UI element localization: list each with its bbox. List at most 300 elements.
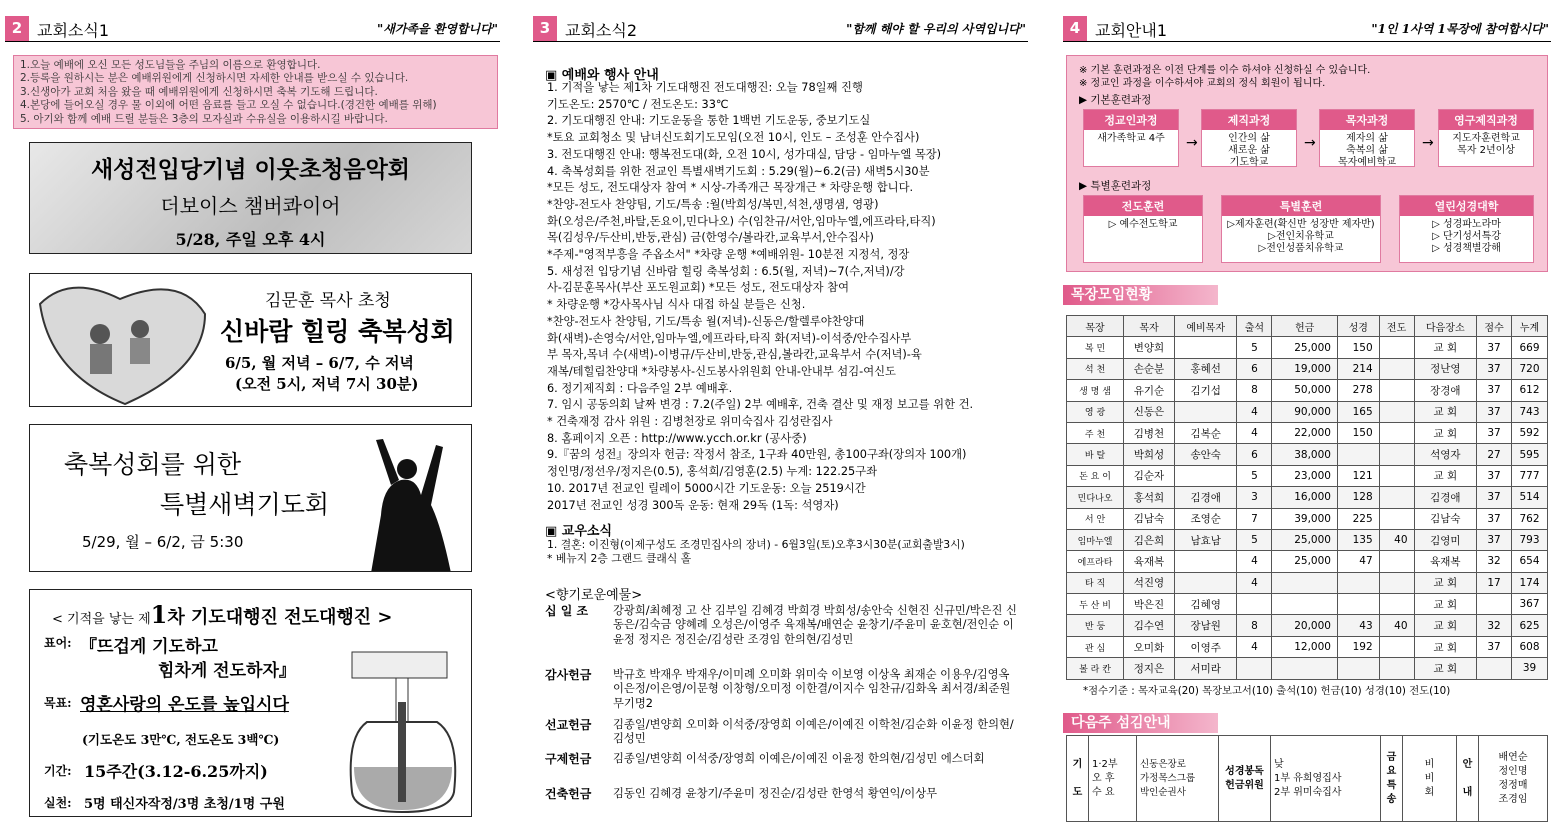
table-cell: 4	[1237, 636, 1272, 657]
table-cell: 교 회	[1414, 337, 1477, 358]
table-cell: 37	[1477, 465, 1512, 486]
offering-type: 구제헌금	[545, 752, 592, 766]
table-cell: 조영순	[1174, 508, 1237, 529]
arrow-right-icon: →	[1304, 135, 1316, 151]
cell-group-table	[1066, 315, 1548, 680]
section-motto: "새가족을 환영합니다"	[376, 22, 498, 36]
table-cell: 37	[1477, 508, 1512, 529]
table-cell: 서 안	[1067, 508, 1124, 529]
table-cell: 150	[1337, 422, 1379, 443]
table-cell: 743	[1512, 401, 1548, 422]
heart-illustration	[30, 274, 210, 407]
table-cell: 32	[1477, 551, 1512, 572]
event-line: * 건축재정 감사 위원 : 김병천장로 위미숙집사 김성란집사	[547, 415, 833, 428]
table-cell: 송안숙	[1174, 444, 1237, 465]
table-cell	[1477, 658, 1512, 679]
table-cell	[1174, 551, 1237, 572]
prayer-temp: (기도온도 3만℃, 전도온도 3백℃)	[82, 732, 280, 747]
table-cell: 김영미	[1414, 529, 1477, 550]
table-cell: 37	[1477, 636, 1512, 657]
table-row	[1067, 508, 1548, 529]
table-cell: 12,000	[1272, 636, 1338, 657]
prayer-march-ad	[29, 589, 472, 817]
table-cell	[1337, 444, 1379, 465]
table-row	[1067, 358, 1548, 379]
table-cell: 임마누엘	[1067, 529, 1124, 550]
event-line: 사-김문훈목사(부산 포도원교회) *모든 성도, 전도대상자 참여	[547, 281, 849, 295]
table-header-cell: 예비목자	[1174, 316, 1237, 337]
course-title: 열린성경대학	[1400, 196, 1533, 216]
section-motto: "함께 해야 할 우리의 사역입니다"	[846, 22, 1026, 36]
offering-type: 감사헌금	[545, 668, 592, 682]
next-guide-label	[1457, 736, 1479, 822]
revival-title: 신바람 힐링 축복성회	[220, 317, 455, 346]
table-cell: 654	[1512, 551, 1548, 572]
table-cell: 관 심	[1067, 636, 1124, 657]
table-cell: 23,000	[1272, 465, 1338, 486]
table-cell: 김기섭	[1174, 380, 1237, 401]
section-motto: "1인 1사역 1목장에 참여합시다"	[1371, 22, 1549, 36]
table-cell: 김경애	[1414, 487, 1477, 508]
offering-type: 건축헌금	[545, 787, 592, 801]
table-header-cell: 목자	[1124, 316, 1175, 337]
notice-line: 3.신생아가 교회 처음 왔을 때 예배위원에게 신청하시면 축복 기도해 드립니다.	[20, 85, 378, 98]
table-cell	[1337, 658, 1379, 679]
training-course-box	[1083, 109, 1179, 167]
table-cell	[1272, 572, 1338, 593]
prayer-title-num: 1	[150, 600, 168, 629]
table-cell: 592	[1512, 422, 1548, 443]
table-cell: 40	[1379, 615, 1414, 636]
table-cell: 돈 요 이	[1067, 465, 1124, 486]
course-title: 제직과정	[1202, 110, 1296, 130]
dawn-prayer-ad	[29, 424, 472, 572]
table-cell	[1379, 636, 1414, 657]
table-cell: 볼 라 칸	[1067, 658, 1124, 679]
table-row	[1067, 337, 1548, 358]
table-cell: 37	[1477, 487, 1512, 508]
table-cell: 121	[1337, 465, 1379, 486]
concert-ad	[29, 142, 472, 254]
table-cell: 서미라	[1174, 658, 1237, 679]
table-cell: 김복순	[1174, 422, 1237, 443]
prayer-title	[52, 600, 393, 629]
table-cell: 신동은	[1124, 401, 1175, 422]
offering-type: 십 일 조	[545, 604, 589, 618]
table-cell: 37	[1477, 337, 1512, 358]
table-header-cell: 목장	[1067, 316, 1124, 337]
table-cell	[1174, 337, 1237, 358]
next-c8a: 안	[1462, 758, 1473, 770]
table-cell: 8	[1237, 380, 1272, 401]
table-cell: 주 천	[1067, 422, 1124, 443]
table-cell: 5	[1237, 529, 1272, 550]
table-cell: 변양희	[1124, 337, 1175, 358]
course-title: 특별훈련	[1222, 196, 1380, 216]
next-c1a: 기	[1072, 758, 1083, 770]
table-cell: 육재복	[1414, 551, 1477, 572]
praying-figure-illustration	[321, 425, 471, 572]
next-friday-label: 금 요 특 송	[1381, 736, 1403, 822]
table-cell	[1337, 594, 1379, 615]
table-cell: 교 회	[1414, 422, 1477, 443]
table-row	[1067, 572, 1548, 593]
concert-date: 5/28, 주일 오후 4시	[175, 230, 326, 249]
table-cell	[1379, 508, 1414, 529]
table-cell: 27	[1477, 444, 1512, 465]
event-line: *토요 교회청소 및 남녀신도회기도모임(오전 10시, 인도 – 조성훈 안수집사)	[547, 131, 920, 145]
table-cell: 교 회	[1414, 572, 1477, 593]
table-cell	[1379, 358, 1414, 379]
section-header	[1063, 16, 1551, 42]
table-cell: 22,000	[1272, 422, 1338, 443]
table-cell: 박희성	[1124, 444, 1175, 465]
thermometer-jar-illustration	[342, 642, 472, 817]
table-cell: 바 탈	[1067, 444, 1124, 465]
offering-names: 박규호 박재우 박재우/이미례 오미화 위미숙 이보영 이상옥 최재순 이용우/김영옥 이은정/이은영/이문형 이창형/오미정 이한결/이지수 임찬규/김화옥 최서경/최준원 무기명2	[613, 668, 1011, 710]
table-cell: 에프라타	[1067, 551, 1124, 572]
table-row	[1067, 401, 1548, 422]
table-cell: 두 산 비	[1067, 594, 1124, 615]
course-content: 지도자훈련학교 목자 2년이상	[1452, 133, 1520, 156]
event-line: 6. 정기제직회 : 다음주일 2부 예배후.	[547, 381, 733, 395]
table-cell: 영 광	[1067, 401, 1124, 422]
table-cell: 정지은	[1124, 658, 1175, 679]
table-cell: 복 민	[1067, 337, 1124, 358]
training-course-box	[1319, 109, 1415, 167]
next-guides: 배연순 정인명 정정매 조경임	[1479, 736, 1548, 822]
offering-names: 김동인 김혜경 윤창기/주윤미 정진순/김성란 한영석 황연익/이상무	[613, 787, 938, 800]
table-cell: 90,000	[1272, 401, 1338, 422]
table-cell: 홍혜선	[1174, 358, 1237, 379]
table-row	[1067, 658, 1548, 679]
arrow-right-icon: →	[1422, 135, 1434, 151]
table-cell: 595	[1512, 444, 1548, 465]
table-cell	[1272, 658, 1338, 679]
table-cell	[1174, 465, 1237, 486]
table-cell: 6	[1237, 358, 1272, 379]
table-cell: 225	[1337, 508, 1379, 529]
table-cell	[1237, 658, 1272, 679]
event-line: 2017년 전교인 성경 300독 운동: 현재 29독 (1독: 석영자)	[547, 498, 839, 512]
table-cell	[1477, 594, 1512, 615]
event-line: 7. 임시 공동의회 날짜 변경 : 7.2(주일) 2부 예배후, 건축 결산 및 재정 보고를 위한 건.	[547, 398, 974, 412]
table-cell: 박은진	[1124, 594, 1175, 615]
table-cell	[1272, 594, 1338, 615]
table-cell: 608	[1512, 636, 1548, 657]
table-cell: 25,000	[1272, 551, 1338, 572]
table-cell: 669	[1512, 337, 1548, 358]
motto-label: 표어:	[44, 636, 72, 650]
table-row	[1067, 551, 1548, 572]
notice-line: 5. 아기와 함께 예배 드릴 분들은 3층의 모자실과 수유실을 이용하시길 바랍니다.	[20, 112, 388, 125]
event-line: 4. 축복성회를 위한 전교인 특별새벽기도회 : 5.29(월)~6.2(금) 새벽5시30분	[547, 164, 930, 178]
table-cell: 김은희	[1124, 529, 1175, 550]
event-line: * 차량운행 *강사목사님 식사 대접 하실 분들은 신청.	[547, 298, 806, 312]
table-cell	[1379, 551, 1414, 572]
table-cell: 25,000	[1272, 529, 1338, 550]
table-cell: 367	[1512, 594, 1548, 615]
table-cell: 6	[1237, 444, 1272, 465]
event-line: *찬양-전도사 찬양팀, 기도/특송 월(저녁)-신동은/할렐루야찬양대	[547, 314, 865, 328]
table-cell: 4	[1237, 551, 1272, 572]
table-cell: 장경애	[1414, 380, 1477, 401]
event-line: *찬양-전도사 찬양팀, 기도/특송 :월(박희성/복민,석천,생명샘, 영광)	[547, 197, 879, 211]
special-training-label: ▶ 특별훈련과정	[1079, 180, 1152, 192]
training-course-box	[1221, 195, 1381, 263]
column-church-news-1	[5, 0, 500, 827]
course-content: ▷제자훈련(확신반 성장반 제자반) ▷전인치유학교 ▷전인성품치유학교	[1227, 219, 1375, 254]
table-cell: 40	[1379, 529, 1414, 550]
table-cell: 192	[1337, 636, 1379, 657]
event-line: 부 목자,목녀 수(새벽)-이병규/두산비,반둥,관심,볼라칸,교육부서 수(저녁)-육	[547, 348, 922, 362]
course-content: 인간의 삶 새로운 삶 기도학교	[1228, 133, 1270, 168]
table-cell: 7	[1237, 508, 1272, 529]
training-course-box	[1438, 109, 1534, 167]
dawn-date: 5/29, 월 – 6/2, 금 5:30	[82, 533, 244, 551]
section-title: 교회소식1	[37, 21, 110, 40]
event-line[interactable]: 8. 홈페이지 오픈 : http://www.ycch.or.kr (공사중)	[547, 431, 807, 445]
prayer-motto2: 힘차게 전도하자』	[158, 661, 296, 681]
table-cell: 이영주	[1174, 636, 1237, 657]
table-cell: 석 천	[1067, 358, 1124, 379]
worship-events-heading: ▣ 예배와 행사 안내	[545, 68, 659, 83]
next-c1b: 도	[1072, 786, 1083, 798]
dawn-line1: 축복성회를 위한	[64, 450, 241, 479]
table-cell: 174	[1512, 572, 1548, 593]
table-cell: 정난영	[1414, 358, 1477, 379]
concert-title: 새성전입당기념 이웃초청음악회	[90, 156, 411, 183]
table-cell	[1379, 465, 1414, 486]
section-number: 4	[1063, 16, 1087, 41]
table-header-cell: 출석	[1237, 316, 1272, 337]
table-cell: 43	[1337, 615, 1379, 636]
table-row	[1067, 465, 1548, 486]
course-title: 영구제직과정	[1439, 110, 1533, 130]
table-cell: 교 회	[1414, 594, 1477, 615]
next-prayer-label	[1067, 736, 1089, 822]
event-line: 5. 새성전 입당기념 신바람 힐링 축복성회 : 6.5(월, 저녁)~7(수,저녁)/강	[547, 264, 905, 278]
event-line: 재복/테힐림찬양대 *차량봉사-신도봉사위원회 안내-안내부 섬김-여신도	[547, 364, 896, 378]
table-cell: 3	[1237, 487, 1272, 508]
offering-names: 김종일/변양희 오미화 이석중/장영희 이예은/이예진 이학천/김순화 이윤정 한의현/김성민	[613, 718, 1014, 746]
table-cell: 47	[1337, 551, 1379, 572]
table-cell: 39	[1512, 658, 1548, 679]
table-cell: 교 회	[1414, 658, 1477, 679]
event-line: 3. 전도대행진 안내: 행복전도대(화, 오전 10시, 성가대실, 담당 - 임마누엘 목장)	[547, 147, 942, 161]
table-row	[1067, 636, 1548, 657]
event-line: *주제-"영적부흥을 주옵소서" *차량 운행 *예배위원- 10분전 지정석, 정장	[547, 248, 910, 261]
table-cell: 5	[1237, 337, 1272, 358]
event-line: 10. 2017년 전교인 릴레이 5000시간 기도운동: 오늘 2519시간	[547, 481, 866, 495]
concert-group: 더보이스 챔버콰이어	[160, 194, 341, 218]
event-line: 9.『꿈의 성전』장의자 헌금: 작정서 참조, 1구좌 40만원, 총100구좌(장의자 100개)	[547, 448, 967, 462]
training-course-box	[1201, 109, 1297, 167]
section-title: 교회소식2	[565, 21, 638, 40]
table-cell: 4	[1237, 572, 1272, 593]
table-cell: 4	[1237, 422, 1272, 443]
prayer-period: 15주간(3.12-6.25까지)	[84, 762, 268, 781]
table-cell: 278	[1337, 380, 1379, 401]
course-title: 목자과정	[1320, 110, 1414, 130]
table-row	[1067, 444, 1548, 465]
column-church-news-2	[533, 0, 1028, 827]
dawn-line2: 특별새벽기도회	[160, 490, 330, 519]
table-cell: 214	[1337, 358, 1379, 379]
table-cell: 4	[1237, 401, 1272, 422]
next-week-service-table	[1066, 735, 1548, 822]
table-cell: 김수연	[1124, 615, 1175, 636]
table-header-cell: 헌금	[1272, 316, 1338, 337]
period-label: 기간:	[44, 764, 72, 778]
course-title: 전도훈련	[1084, 196, 1202, 216]
goal-label: 목표:	[44, 696, 72, 710]
table-cell: 8	[1237, 615, 1272, 636]
practice-label: 실천:	[44, 796, 72, 810]
table-cell: 유기순	[1124, 380, 1175, 401]
table-cell: 150	[1337, 337, 1379, 358]
table-cell: 25,000	[1272, 337, 1338, 358]
course-content: ▷ 예수전도학교	[1108, 219, 1178, 230]
training-course-box	[1399, 195, 1534, 263]
prayer-practice: 5명 태신자작정/3명 초청/1명 구원	[84, 797, 285, 812]
revival-ad	[29, 273, 472, 407]
prayer-title-post: 차 기도대행진 전도대행진 >	[167, 607, 393, 628]
table-cell	[1237, 594, 1272, 615]
training-info: ※ 기본 훈련과정은 이전 단계를 이수 하셔야 신청하실 수 있습니다.	[1079, 65, 1371, 76]
table-row	[1067, 380, 1548, 401]
table-cell: 793	[1512, 529, 1548, 550]
offering-type: 선교헌금	[545, 718, 592, 732]
event-line: *모든 성도, 전도대상자 참여 * 시상-가족개근 목장개근 * 차량운행 합니다.	[547, 181, 914, 195]
table-cell	[1379, 487, 1414, 508]
member-news-line: * 베뉴지 2층 그랜드 클래식 홀	[547, 552, 692, 565]
table-row	[1067, 529, 1548, 550]
notice-line: 2.등록을 원하시는 분은 예배위원에게 신청하시면 자세한 안내를 받으실 수 있습니다.	[20, 72, 409, 85]
table-cell: 762	[1512, 508, 1548, 529]
section-header	[533, 16, 1028, 42]
table-header-cell: 점수	[1477, 316, 1512, 337]
table-cell: 교 회	[1414, 636, 1477, 657]
revival-time: (오전 5시, 저녁 7시 30분)	[235, 375, 419, 393]
event-line: 정인명/정선우/정지은(0.5), 홍석희/김영훈(2.5) 누계: 122.25구좌	[547, 465, 878, 479]
table-cell	[1379, 422, 1414, 443]
table-cell: 김혜영	[1174, 594, 1237, 615]
table-cell: 20,000	[1272, 615, 1338, 636]
table-cell: 5	[1237, 465, 1272, 486]
table-cell: 김순자	[1124, 465, 1175, 486]
event-line: 목(김성우/두산비,반둥,관심) 금(한영수/볼라칸,교육부서,안수집사)	[547, 231, 874, 245]
next-service-times: 1·2부 오 후 수 요	[1089, 736, 1137, 822]
table-cell	[1379, 594, 1414, 615]
table-cell: 38,000	[1272, 444, 1338, 465]
offering-names: 김종일/변양희 이석중/장영희 이예은/이예진 이윤정 한의현/김성민 에스더회	[613, 752, 985, 765]
next-readers: 낮 1부 유희영집사 2부 위미숙집사	[1271, 736, 1381, 822]
next-week-service-title: 다음주 섬김안내	[1063, 713, 1218, 733]
table-cell: 39,000	[1272, 508, 1338, 529]
table-cell	[1379, 444, 1414, 465]
event-line: 기도온도: 2570℃ / 전도온도: 33℃	[547, 97, 729, 111]
table-cell: 남효남	[1174, 529, 1237, 550]
table-cell: 교 회	[1414, 615, 1477, 636]
table-cell: 홍석희	[1124, 487, 1175, 508]
next-friday-singer: 비 비 회	[1403, 736, 1457, 822]
table-header-cell: 전도	[1379, 316, 1414, 337]
table-cell: 교 회	[1414, 401, 1477, 422]
table-cell	[1379, 658, 1414, 679]
table-cell: 손순분	[1124, 358, 1175, 379]
column-church-guide	[1063, 0, 1551, 827]
table-cell: 오미화	[1124, 636, 1175, 657]
table-cell: 교 회	[1414, 465, 1477, 486]
table-cell: 생 명 샘	[1067, 380, 1124, 401]
table-cell: 37	[1477, 401, 1512, 422]
table-cell: 김병천	[1124, 422, 1175, 443]
course-content: 제자의 삶 축복의 삶 목자예비학교	[1338, 133, 1396, 168]
table-cell: 석영자	[1414, 444, 1477, 465]
table-row	[1067, 487, 1548, 508]
table-row	[1067, 615, 1548, 636]
section-header	[5, 16, 500, 42]
table-cell: 장남원	[1174, 615, 1237, 636]
table-cell: 민다나오	[1067, 487, 1124, 508]
table-header-cell: 누계	[1512, 316, 1548, 337]
table-cell: 17	[1477, 572, 1512, 593]
table-cell: 32	[1477, 615, 1512, 636]
offering-names: 강광희/최혜정 고 산 김부일 김혜경 박희경 박희성/송안숙 신현진 신규민/박은진 신동은/김숙금 양혜례 오성은/이영주 육재복/배연순 윤창기/주윤미 윤호현/전인순 이윤정 정지은 정진순/김성란 조경임 한의현/김성민	[613, 604, 1017, 646]
training-course-box	[1083, 195, 1203, 263]
table-cell: 37	[1477, 422, 1512, 443]
course-title: 정교인과정	[1084, 110, 1178, 130]
section-number: 3	[533, 16, 557, 41]
welcome-notice-box	[13, 55, 498, 129]
cell-group-status-title: 목장모임현황	[1063, 285, 1218, 305]
event-line: 화(새벽)-손영숙/서안,임마누엘,에프라타,타직 화(저녁)-이석중/안수집사부	[547, 331, 912, 345]
table-cell: 37	[1477, 380, 1512, 401]
table-cell: 128	[1337, 487, 1379, 508]
prayer-motto1: 『뜨겁게 기도하고	[80, 637, 218, 657]
table-cell: 반 둥	[1067, 615, 1124, 636]
table-cell: 720	[1512, 358, 1548, 379]
course-content: ▷ 성경파노라마 ▷ 단기성서특강 ▷ 성경책별강해	[1432, 219, 1501, 254]
event-line: 2. 기도대행진 안내: 기도운동을 통한 1백번 기도운동, 중보기도실	[547, 114, 871, 128]
table-cell: 135	[1337, 529, 1379, 550]
table-cell: 김남숙	[1124, 508, 1175, 529]
table-cell: 육재복	[1124, 551, 1175, 572]
table-cell: 김남숙	[1414, 508, 1477, 529]
table-cell: 777	[1512, 465, 1548, 486]
table-cell: 625	[1512, 615, 1548, 636]
arrow-right-icon: →	[1186, 135, 1198, 151]
table-cell: 김경애	[1174, 487, 1237, 508]
revival-preacher: 김문훈 목사 초청	[265, 291, 391, 311]
table-row	[1067, 422, 1548, 443]
section-title: 교회안내1	[1095, 21, 1168, 40]
table-cell: 165	[1337, 401, 1379, 422]
table-cell: 37	[1477, 529, 1512, 550]
table-header-cell: 다음장소	[1414, 316, 1477, 337]
table-cell	[1379, 401, 1414, 422]
table-cell	[1174, 401, 1237, 422]
prayer-title-pre: < 기적을 낳는 제	[52, 612, 151, 627]
table-cell: 16,000	[1272, 487, 1338, 508]
event-line: 1. 기적을 낳는 제1차 기도대행진 전도대행진: 오늘 78일째 진행	[547, 81, 863, 94]
table-cell: 50,000	[1272, 380, 1338, 401]
table-cell	[1379, 572, 1414, 593]
score-note: *점수기준 : 목자교육(20) 목장보고서(10) 출석(10) 헌금(10) 성경(10) 전도(10)	[1083, 685, 1451, 697]
offering-heading: <향기로운예물>	[545, 588, 643, 603]
section-number: 2	[5, 16, 29, 41]
